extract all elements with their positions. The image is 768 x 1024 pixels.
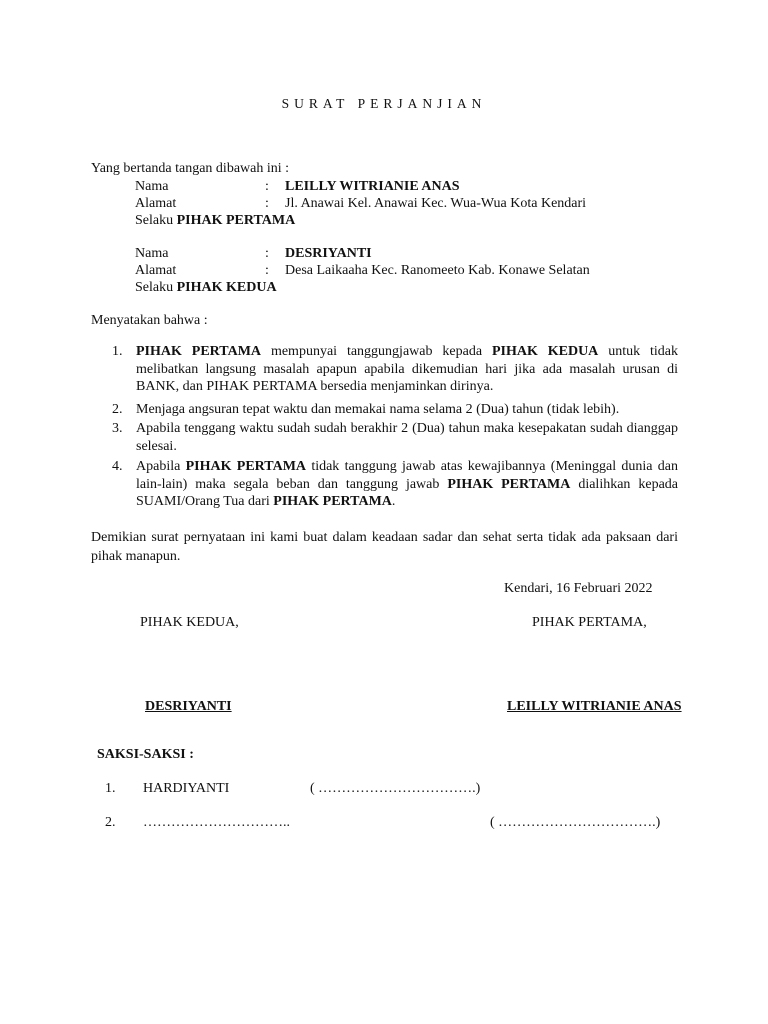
point-2-number: 2. bbox=[112, 402, 123, 417]
point-1-text-2: untuk tidak melibatkan langsung masalah apapun apabila dikemudian hari jika ada masalah urusan di BANK, dan PIHAK PERTAMA bersedia menjaminkan dirinya. bbox=[136, 344, 678, 394]
signature-right-name: LEILLY WITRIANIE ANAS bbox=[507, 699, 682, 714]
witnesses-heading: SAKSI-SAKSI : bbox=[97, 747, 194, 762]
point-4-text-1: Apabila bbox=[136, 459, 186, 474]
point-4-text bbox=[136, 458, 678, 511]
witness-1-name: HARDIYANTI bbox=[143, 781, 230, 796]
party2-alamat-value: Desa Laikaaha Kec. Ranomeeto Kab. Konawe Selatan bbox=[285, 263, 590, 278]
point-2-text: Menjaga angsuran tepat waktu dan memakai nama selama 2 (Dua) tahun (tidak lebih). bbox=[136, 402, 620, 417]
document-title: SURAT PERJANJIAN bbox=[281, 96, 487, 111]
signature-left-name: DESRIYANTI bbox=[145, 699, 232, 714]
party1-alamat-colon: : bbox=[265, 196, 269, 211]
intro-text: Yang bertanda tangan dibawah ini : bbox=[91, 161, 290, 176]
point-4-text-2: tidak tanggung jawab atas kewajibannya (Meninggal dunia dan lain-lain) maka segala beban dan tanggung jawab bbox=[136, 459, 678, 492]
point-4-bold-2: PIHAK PERTAMA bbox=[447, 476, 571, 492]
point-4-bold-3: PIHAK PERTAMA bbox=[273, 494, 392, 509]
party2-alamat-colon: : bbox=[265, 263, 269, 278]
point-4-bold-1: PIHAK PERTAMA bbox=[185, 459, 307, 474]
point-3-text: Apabila tenggang waktu sudah sudah berakhir 2 (Dua) tahun maka kesepakatan sudah dianggap selesai. bbox=[136, 421, 678, 454]
party2-nama-label: Nama bbox=[135, 246, 169, 261]
point-4-text-3: dialihkan kepada SUAMI/Orang Tua dari bbox=[136, 476, 678, 509]
party2-alamat-label: Alamat bbox=[135, 263, 177, 278]
point-4-text-4: . bbox=[391, 494, 396, 509]
signature-right-role: PIHAK PERTAMA, bbox=[532, 615, 647, 630]
witness-2-name: ………………………….. bbox=[143, 815, 290, 830]
closing-paragraph: Demikian surat pernyataan ini kami buat dalam keadaan sadar dan sehat serta tidak ada paksaan dari pihak manapun. bbox=[91, 530, 678, 564]
point-3-number: 3. bbox=[112, 421, 123, 436]
party1-nama-colon: : bbox=[265, 179, 269, 194]
point-1-bold-2: PIHAK KEDUA bbox=[491, 344, 599, 359]
point-4-number: 4. bbox=[112, 459, 123, 474]
point-1-text-1: mempunyai tanggungjawab kepada bbox=[261, 344, 492, 359]
party2-selaku-prefix: Selaku bbox=[135, 280, 174, 295]
party1-nama-label: Nama bbox=[135, 179, 169, 194]
point-1-bold-1: PIHAK PERTAMA bbox=[136, 344, 262, 359]
party2-nama-colon: : bbox=[265, 246, 269, 261]
party1-selaku-prefix: Selaku bbox=[135, 213, 174, 228]
party1-selaku-role: PIHAK PERTAMA bbox=[176, 213, 296, 228]
party1-selaku bbox=[135, 212, 295, 229]
place-date: Kendari, 16 Februari 2022 bbox=[504, 581, 653, 596]
point-1-number: 1. bbox=[112, 344, 123, 359]
witness-2-signature: ( …………………………….) bbox=[490, 815, 661, 830]
statement-intro: Menyatakan bahwa : bbox=[91, 313, 208, 328]
party2-selaku bbox=[135, 279, 277, 296]
party1-nama-value: LEILLY WITRIANIE ANAS bbox=[285, 179, 460, 194]
party1-alamat-value: Jl. Anawai Kel. Anawai Kec. Wua-Wua Kota Kendari bbox=[285, 196, 587, 211]
witness-1-signature: ( …………………………….) bbox=[310, 781, 481, 796]
party2-selaku-role: PIHAK KEDUA bbox=[176, 280, 277, 295]
signature-left-role: PIHAK KEDUA, bbox=[140, 615, 239, 630]
party2-nama-value: DESRIYANTI bbox=[285, 246, 372, 261]
party1-alamat-label: Alamat bbox=[135, 196, 177, 211]
witness-2-number: 2. bbox=[105, 815, 116, 830]
point-1-text bbox=[136, 343, 678, 396]
witness-1-number: 1. bbox=[105, 781, 116, 796]
